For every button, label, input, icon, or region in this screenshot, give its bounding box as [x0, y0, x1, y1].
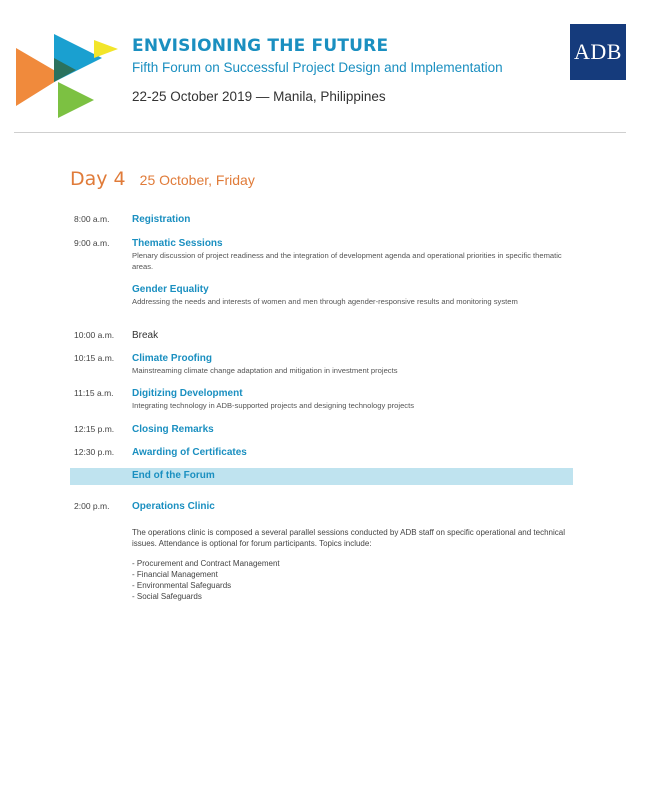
list-item: - Financial Management — [132, 570, 218, 579]
end-of-forum-label: End of the Forum — [132, 470, 215, 481]
day-date: 25 October, Friday — [139, 172, 255, 188]
agenda-description: Plenary discussion of project readiness and the integration of development agenda and operational priorities in specific thematic areas. — [132, 251, 562, 271]
header-text — [132, 36, 503, 104]
agenda-time: 12:30 p.m. — [74, 447, 115, 457]
agenda-title: Registration — [132, 214, 191, 225]
agenda-title: Closing Remarks — [132, 424, 214, 435]
agenda-description: Integrating technology in ADB-supported projects and designing technology projects — [132, 401, 414, 410]
list-item: - Environmental Safeguards — [132, 581, 232, 590]
agenda-title: Awarding of Certificates — [132, 447, 247, 458]
forum-subtitle: Fifth Forum on Successful Project Design and Implementation — [132, 60, 503, 75]
agenda-title: Thematic Sessions — [132, 238, 223, 249]
forum-title: ENVISIONING THE FUTURE — [132, 36, 389, 56]
forum-date-line: 22-25 October 2019 — Manila, Philippines — [132, 89, 386, 104]
agenda-time: 9:00 a.m. — [74, 238, 110, 248]
agenda-description: Mainstreaming climate change adaptation and mitigation in investment projects — [132, 366, 398, 375]
clinic-topics-list — [132, 558, 280, 602]
agenda-description: Addressing the needs and interests of women and men through agender-responsive results and monitoring system — [132, 297, 518, 306]
day-heading — [70, 168, 255, 190]
agenda-time: 10:15 a.m. — [74, 353, 115, 363]
agenda-title: Digitizing Development — [132, 388, 243, 399]
agenda-title: Climate Proofing — [132, 353, 213, 364]
list-item: - Procurement and Contract Management — [132, 559, 280, 568]
clinic-description: The operations clinic is composed a several parallel sessions conducted by ADB staff on specific operational and technical issues. Attendance is optional for forum participants. Topics include: — [132, 528, 565, 548]
agenda-title: Break — [132, 330, 159, 341]
adb-logo — [570, 24, 626, 80]
day-label: Day 4 — [70, 168, 126, 190]
agenda-time: 10:00 a.m. — [74, 330, 115, 340]
list-item: - Social Safeguards — [132, 592, 202, 601]
agenda-time: 12:15 p.m. — [74, 424, 115, 434]
end-of-forum-band — [70, 468, 573, 485]
header-divider — [14, 132, 626, 133]
agenda-time: 11:15 a.m. — [74, 388, 114, 398]
agenda-time: 8:00 a.m. — [74, 214, 110, 224]
forum-logo-icon — [14, 30, 120, 120]
adb-logo-text: ADB — [574, 39, 622, 64]
agenda-title: Gender Equality — [132, 284, 209, 295]
agenda-time: 2:00 p.m. — [74, 501, 110, 511]
agenda-title: Operations Clinic — [132, 501, 215, 512]
